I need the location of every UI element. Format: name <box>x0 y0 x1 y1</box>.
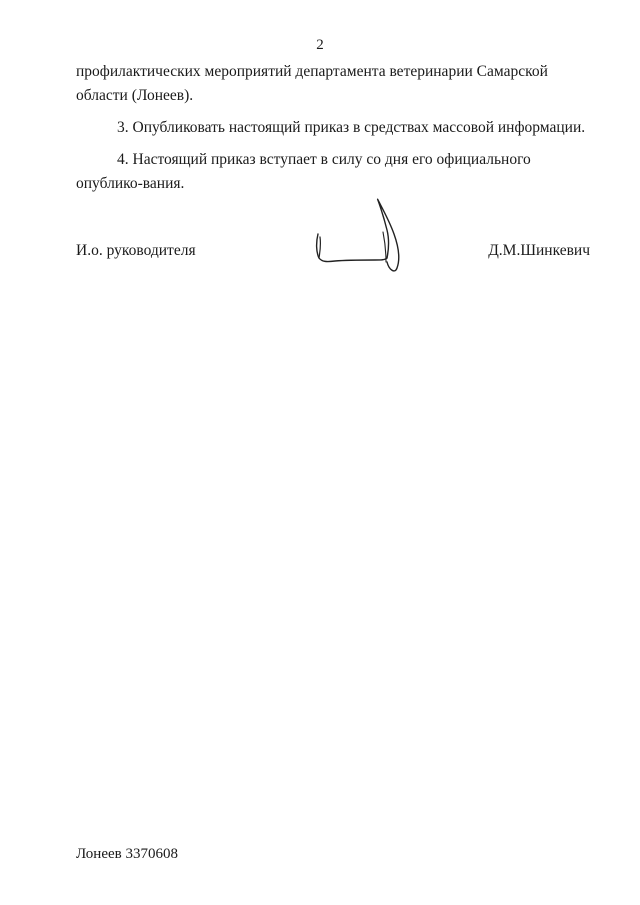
signatory-title: И.о. руководителя <box>76 242 196 259</box>
paragraph-item-4: 4. Настоящий приказ вступает в силу со дня его официального опублико-вания. <box>76 151 531 192</box>
executor-note: Лонеев 3370608 <box>76 846 178 862</box>
paragraph-item-3: 3. Опубликовать настоящий приказ в средствах массовой информации. <box>117 119 586 136</box>
signatory-name: Д.М.Шинкевич <box>488 242 590 259</box>
paragraph-continuation: профилактических мероприятий департамента ветеринарии Самарской области (Лонеев). <box>76 63 548 104</box>
handwritten-signature <box>305 192 415 277</box>
page-number: 2 <box>316 37 324 53</box>
document-body <box>76 60 598 196</box>
